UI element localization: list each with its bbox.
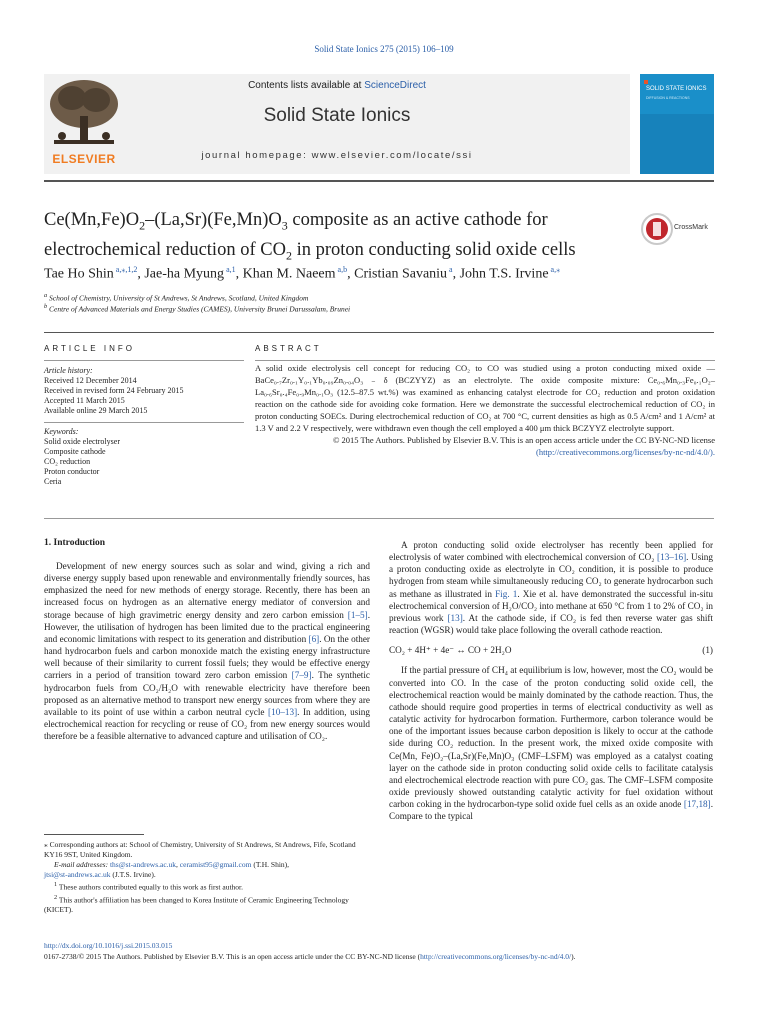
citation-link[interactable]: [10–13] xyxy=(268,706,298,717)
article-info xyxy=(44,364,244,487)
author-name[interactable]: Tae Ho Shin xyxy=(44,266,114,282)
abstract-rule xyxy=(255,360,715,361)
keyword-item: CO₂ reduction xyxy=(44,457,91,466)
abstract-copyright: © 2015 The Authors. Published by Elsevier B.V. This is an open access article under the CC BY-NC-ND license (http://creativecommons.org/licenses/by-nc-nd/4.0/). xyxy=(332,435,715,457)
crossmark-button[interactable] xyxy=(640,212,730,246)
history-item: Accepted 11 March 2015 xyxy=(44,396,125,405)
doi-link[interactable]: http://dx.doi.org/10.1016/j.ssi.2015.03.015 xyxy=(44,941,173,950)
keyword-item: Composite cathode xyxy=(44,447,106,456)
section-heading-introduction: 1. Introduction xyxy=(44,538,106,548)
cover-subtitle: DIFFUSION & REACTIONS xyxy=(646,96,690,100)
footnote-rule xyxy=(44,834,144,835)
keywords-heading: Keywords: xyxy=(44,427,79,436)
license-link[interactable]: http://creativecommons.org/licenses/by-nc-nd/4.0/ xyxy=(420,952,572,961)
title-segment: –(La,Sr)(Fe,Mn)O xyxy=(145,210,282,230)
author-name[interactable]: Khan M. Naeem xyxy=(242,266,336,282)
header-rule xyxy=(44,180,714,182)
equation-text: CO₂ + 4H⁺ + 4e⁻ ↔ CO + 2H₂O xyxy=(389,645,512,656)
author-name[interactable]: Cristian Savaniu xyxy=(354,266,448,282)
journal-homepage-line xyxy=(44,150,630,161)
title-segment: electrochemical reduction of CO xyxy=(44,239,286,260)
paragraph: If the partial pressure of CH₄ at equilibrium is low, however, most the CO₂ would be converted into CO. In the case of the proton conducting solid oxide cell, the electrochemical reaction would be mainly dominated by the cathode reaction. Thus, the cathode should require good properties in terms of electrical conductivity as well as catalytic activity for hydrocarbon formation. Furthermore, carbon tolerance would be one of the important issues because carbon deposition is likely to occur at the cathode side during CO₂ reduction. In the present work, the mixed oxide composite with Ce(Mn, Fe)O₂–(La,Sr)(Fe,Mn)O₃ (CMF–LSFM) was employed as a catalyst coating layer on the cathode side in proton conducting solid oxide cells to facilitate catalysis and electrochemical electrode reaction with pure CO₂ gas. The CMF–LSFM composite oxide previously showed outstanding catalytic activity for fuel oxidation without carbon coking in the hydrocarbon-type solid oxide fuel cells as an oxide anode [17,18]. Compare to the typical xyxy=(389,665,713,822)
footnotes xyxy=(44,840,370,915)
keywords-rule xyxy=(44,422,244,423)
homepage-prefix: journal homepage: xyxy=(201,150,312,161)
citation-link[interactable]: [13] xyxy=(447,612,463,623)
history-item: Available online 29 March 2015 xyxy=(44,406,148,415)
elsevier-wordmark: ELSEVIER xyxy=(52,152,116,166)
footnote-emails: E-mail addresses: ths@st-andrews.ac.uk, ceramist95@gmail.com (T.H. Shin), jtsi@st-andrews.ac.uk (J.T.S. Irvine). xyxy=(44,860,290,879)
paragraph: Development of new energy sources such as solar and wind, giving a rich and diverse energy supply based upon renewable and environmentally friendly sources, has emphasized the need for new methods of energy storage. Recently, there has been an increased focus on hydrogen as an alternative energy mediator of conversion and storage because of high gravimetric energy density and zero carbon emission [1–5]. However, the utilisation of hydrogen has been limited due to the practical engineering and economic limitations with respect to its generation and distribution [6]. On the other hand hydrocarbon fuels and carbon monoxide match the existing energy infrastructure well because of their similarity to current fossil fuels; they would be effective energy carriers in a period of transition toward zero carbon emission [7–9]. The synthetic hydrocarbon fuels from CO₂/H₂O with renewable electricity have therefore been proposed as an alternative method to transport new energy sources from where they are available to its point of use within a carbon neutral cycle [10–13]. In addition, using electrochemical reaction for recycling or reuse of CO₂ from new energy sources would therefore be a feasible alternative to advanced capture and utilisation of CO₂. xyxy=(44,561,370,742)
article-title: $Ce(Mn,Fe)O_2-(La,Sr)(Fe,Mn)O_3$ composite as an active cathode for electrochemical reduction of $CO_2$ in proton conducting solid oxide cells xyxy=(44,210,576,263)
crossmark-icon xyxy=(640,212,674,246)
citation-link[interactable]: [7–9] xyxy=(291,670,312,681)
crossmark-label: CrossMark xyxy=(674,224,708,231)
keyword-item: Ceria xyxy=(44,477,62,486)
footnote-1: $^1$ These authors contributed equally to this work as first author. xyxy=(54,881,244,892)
right-column-body xyxy=(389,539,713,822)
email-link[interactable]: jtsi@st-andrews.ac.uk xyxy=(44,870,111,879)
contents-prefix: Contents lists available at xyxy=(248,80,365,91)
author-name[interactable]: Jae-ha Myung xyxy=(144,266,225,282)
footnote-corresponding: ⁎ Corresponding authors at: School of Chemistry, University of St Andrews, St Andrews, Fife, Scotland KY16 9ST, United Kingdom. xyxy=(44,840,356,859)
author-affiliation-marks[interactable]: a xyxy=(447,265,453,274)
publication-meta xyxy=(44,940,724,962)
title-segment: Ce(Mn,Fe)O xyxy=(44,210,140,230)
abstract-text: A solid oxide electrolysis cell concept for reducing CO₂ to CO was studied using a proton conducting mixed oxide — BaCe₀.₇Zr₀.₁Y₀.₁Yb₀.₀₉Zn₀.₀₄O₃ ₋ δ (BCZYYZ) as an electrolyte. The oxide composite mixture: Ce₀.₆Mn₀.₃Fe₀.₁O₂–La₀.₆Sr₀.₄Fe₀.₉Mn₀.₁O₃ (12.5–87.5 wt.%) was examined as enhancing catalyst electrode for CO₂ reduction and proton oxidation reaction on the cathode side for avoiding coke formation. Here we demonstrate the successful electrochemical reduction of CO₂ in proton conducting SOECs. During electrochemical reduction of CO₂ at 700 °C, current densities as high as 0.5 A/cm² and 1 A/cm² at 1.3 V and 2.2 V respectively, were withdrawn even though the cell employed a 400 μm thick BCZYYZ electrolyte support. xyxy=(255,363,715,433)
figure-link[interactable]: Fig. 1 xyxy=(495,588,518,599)
article-info-rule xyxy=(44,360,244,361)
contents-availability-line xyxy=(44,80,630,91)
paragraph: A proton conducting solid oxide electrolyser has recently been applied for electrolysis of water combined with electrochemical conversion of CO₂ [13–16]. Using a proton conducting oxide as electrolyte in CO₂ condition, it is possible to produce hydrogen from steam while simultaneously reducing CO₂ to generate hydrocarbon such as methane as illustrated in Fig. 1. Xie et al. have demonstrated the successful in-situ electrochemical conversion of H₂O/CO₂ into methane at 650 °C from 1 to 2% of CO₂ in previous work [13]. At the cathode side, if CO₂ is fed then reverse water gas shift reaction (WGSR) would take place following the overall cathode reaction. xyxy=(389,540,713,636)
citation-link[interactable]: [1–5] xyxy=(347,609,368,620)
sciencedirect-link[interactable]: ScienceDirect xyxy=(364,80,426,91)
author-affiliation-marks[interactable]: a,⁎,1,2 xyxy=(113,265,138,274)
history-item: Received in revised form 24 February 2015 xyxy=(44,386,184,395)
history-heading: Article history: xyxy=(44,366,93,375)
affiliation-a: $^a$ School of Chemistry, University of St Andrews, St Andrews, Scotland, United Kingdom xyxy=(44,292,309,303)
abstract-bottom-rule xyxy=(44,518,714,519)
footnote-2: $^2$ This author's affiliation has been changed to Korea Institute of Ceramic Engineering Technology (KICET). xyxy=(44,893,349,914)
keyword-item: Proton conductor xyxy=(44,467,100,476)
equation-number: (1) xyxy=(702,645,713,656)
equation-1 xyxy=(389,644,713,656)
author-affiliation-marks[interactable]: a,⁎ xyxy=(548,265,561,274)
issn-line: 0167-2738/© 2015 The Authors. Published by Elsevier B.V. This is an open access article under the CC BY-NC-ND license (http://creativecommons.org/licenses/by-nc-nd/4.0/). xyxy=(44,952,576,961)
license-link[interactable]: (http://creativecommons.org/licenses/by-nc-nd/4.0/). xyxy=(535,447,715,457)
abstract-label: ABSTRACT xyxy=(255,344,322,353)
affiliation-b: $^b$ Centre of Advanced Materials and Energy Studies (CAMES), University Brunei Darussalam, Brunei xyxy=(44,303,351,314)
left-column-body xyxy=(44,560,370,742)
history-list xyxy=(44,376,244,416)
journal-reference-link[interactable]: Solid State Ionics 275 (2015) 106–109 xyxy=(314,44,454,54)
author-list: Tae Ho Shin $^{a,⁎,1,2}$, Jae-ha Myung $^{a,1}$, Khan M. Naeem $^{a,b}$, Cristian Savaniu $^a$, John T.S. Irvine $^{a,⁎}$ xyxy=(44,265,561,282)
keywords-list xyxy=(44,437,244,487)
author-affiliation-marks[interactable]: a,1 xyxy=(224,265,236,274)
citation-link[interactable]: [13–16] xyxy=(657,552,687,563)
email-link[interactable]: ths@st-andrews.ac.uk xyxy=(109,860,177,869)
title-segment: in proton conducting solid oxide cells xyxy=(291,239,576,260)
author-name[interactable]: John T.S. Irvine xyxy=(459,266,549,282)
citation-link[interactable]: [6] xyxy=(308,633,320,644)
journal-name: Solid State Ionics xyxy=(263,105,411,126)
abstract-body xyxy=(255,362,715,458)
history-item: Received 12 December 2014 xyxy=(44,376,137,385)
author-affiliation-marks[interactable]: a,b xyxy=(335,265,348,274)
citation-link[interactable]: [17,18] xyxy=(683,799,711,810)
keyword-item: Solid oxide electrolyser xyxy=(44,437,120,446)
cover-title: SOLID STATE IONICS xyxy=(646,86,707,92)
email-link[interactable]: ceramist95@gmail.com xyxy=(179,860,252,869)
article-info-label: ARTICLE INFO xyxy=(44,344,135,353)
homepage-url-link[interactable]: www.elsevier.com/locate/ssi xyxy=(311,150,473,161)
affiliations-rule xyxy=(44,332,714,333)
title-segment: composite as an active cathode for xyxy=(287,210,548,230)
